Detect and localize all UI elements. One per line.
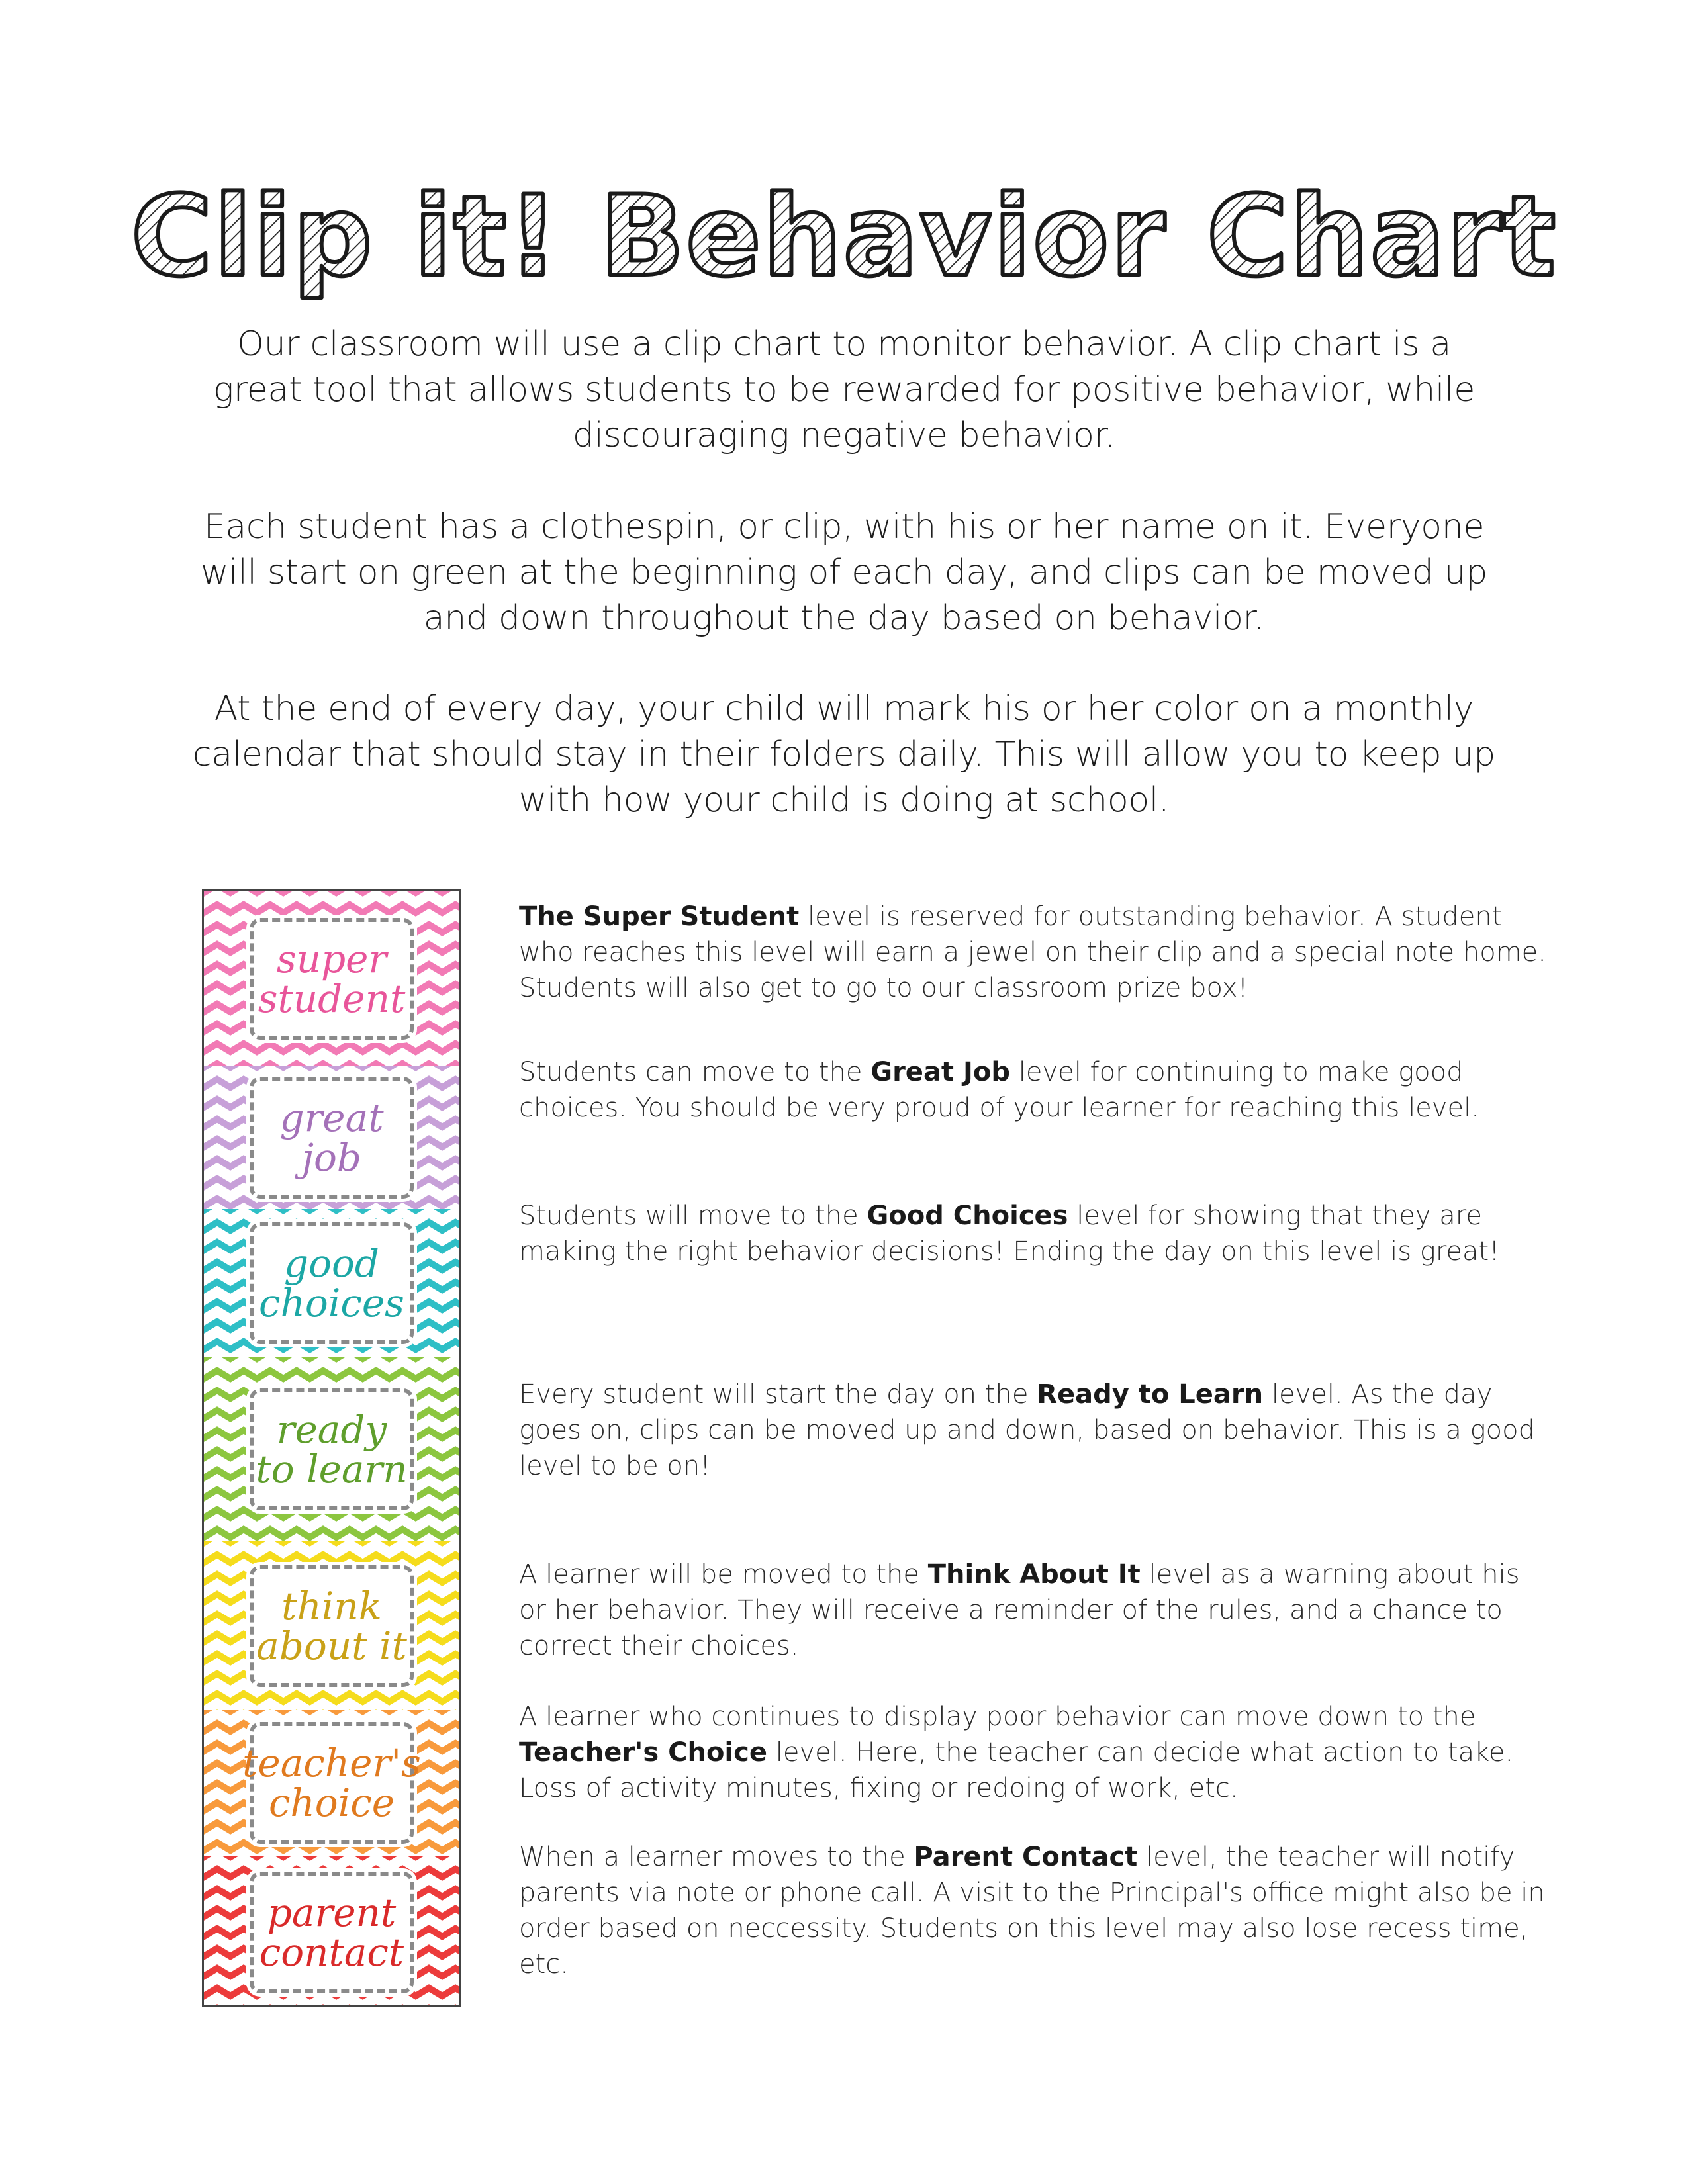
level-name: Ready to Learn	[1037, 1379, 1264, 1410]
title-text: Clip it! Behavior Chart	[130, 171, 1558, 301]
intro-paragraph-2: Each student has a clothespin, or clip, with his or her name on it. Everyone will start on green at the beginning of each day, and clips can be moved up and down throughout the day based on behavior.	[200, 507, 1488, 638]
level-label-ready-to-learn	[250, 1388, 414, 1510]
chevron-stripe	[204, 1199, 461, 1206]
clip-chart	[202, 889, 461, 2007]
chevron-stripe	[204, 1710, 461, 1711]
chevron-stripe	[204, 1541, 461, 1543]
chevron-stripe	[204, 1371, 461, 1379]
label-line-1: ready	[276, 1407, 387, 1452]
chevron-stripe	[204, 1694, 461, 1702]
intro-paragraph-1: Our classroom will use a clip chart to monitor behavior. A clip chart is a great tool that allows students to be rewarded for positive behavior, while discouraging negative behavior.	[212, 324, 1476, 455]
level-name: The Super Student	[519, 901, 800, 932]
chevron-stripe	[204, 1856, 461, 1857]
level-name: Great Job	[870, 1057, 1010, 1087]
chevron-stripe	[204, 1555, 461, 1563]
chevron-stripe	[204, 891, 461, 893]
level-name: Parent Contact	[914, 1842, 1138, 1872]
label-line-1: teacher's	[242, 1741, 421, 1786]
level-description-good-choices: Students will move to the Good Choices level for showing that they are making the right behavior decisions! Ending the day on this level is great!	[519, 1201, 1500, 1267]
label-line-2: to learn	[256, 1447, 408, 1492]
chevron-stripe	[204, 1529, 461, 1537]
label-line-2: choice	[268, 1780, 395, 1825]
label-line-2: about it	[256, 1623, 407, 1668]
level-name: Good Choices	[867, 1201, 1068, 1231]
level-label-teachers-choice	[242, 1722, 421, 1844]
chevron-stripe	[204, 1510, 461, 1518]
label-line-1: super	[276, 936, 387, 981]
level-band-parent-contact	[204, 1856, 459, 2007]
level-label-think-about-it	[250, 1565, 414, 1687]
level-description-great-job: Students can move to the Great Job level for continuing to make good choices. You should be very proud of your learner for reaching this level.	[519, 1057, 1479, 1123]
chevron-stripe	[204, 1357, 461, 1359]
level-band-think-about-it	[204, 1541, 459, 1710]
label-line-1: think	[281, 1583, 382, 1629]
label-line-2: choices	[259, 1281, 404, 1326]
label-line-2: job	[301, 1135, 362, 1180]
label-line-2: contact	[259, 1929, 404, 1975]
level-description-ready-to-learn: Every student will start the day on the Ready to Learn level. As the day goes on, clips can be moved up and down, based on behavior. This is a good level to be on!	[519, 1379, 1535, 1481]
level-band-great-job	[204, 1066, 459, 1209]
chevron-stripe	[204, 905, 461, 913]
level-description-think-about-it: A learner will be moved to the Think About It level as a warning about his or her behavior. They will receive a reminder of the rules, and a chance to correct their choices.	[519, 1559, 1520, 1661]
level-band-teachers-choice	[204, 1710, 459, 1856]
level-description-teachers-choice: A learner who continues to display poor behavior can move down to the Teacher's Choice level. Here, the teacher can decide what action to take. Loss of activity minutes, fixing or redoing of work, etc.	[519, 1702, 1514, 1803]
level-band-good-choices	[204, 1209, 459, 1357]
label-line-1: parent	[267, 1889, 397, 1935]
level-description-parent-contact: When a learner moves to the Parent Contact level, the teacher will notify parents via note or phone call. A visit to the Principal's office might also be in order based on neccessity. Students on this level may also lose recess time, etc.	[519, 1842, 1545, 1979]
label-line-1: great	[279, 1095, 384, 1140]
page-title	[0, 169, 1688, 301]
level-band-super-student	[204, 891, 459, 1066]
level-description-super-student: The Super Student level is reserved for outstanding behavior. A student who reaches this level will earn a jewel on their clip and a special note home. Students will also get to go to our classroom prize box!	[519, 901, 1546, 1003]
label-line-1: good	[283, 1241, 380, 1286]
level-band-ready-to-learn	[204, 1357, 459, 1541]
chevron-stripe	[204, 1066, 461, 1068]
level-label-super-student	[250, 918, 414, 1040]
level-label-parent-contact	[250, 1872, 414, 1993]
chevron-stripe	[204, 1044, 461, 1052]
chevron-stripe	[204, 1209, 461, 1210]
level-name: Think About It	[927, 1559, 1141, 1590]
level-label-good-choices	[250, 1222, 414, 1344]
label-line-2: student	[258, 976, 406, 1021]
level-name: Teacher's Choice	[519, 1737, 767, 1768]
level-label-great-job	[250, 1077, 414, 1199]
intro-paragraph-3: At the end of every day, your child will mark his or her color on a monthly calendar that should stay in their folders daily. This will allow you to keep up with how your child is doing at school.	[193, 689, 1495, 820]
